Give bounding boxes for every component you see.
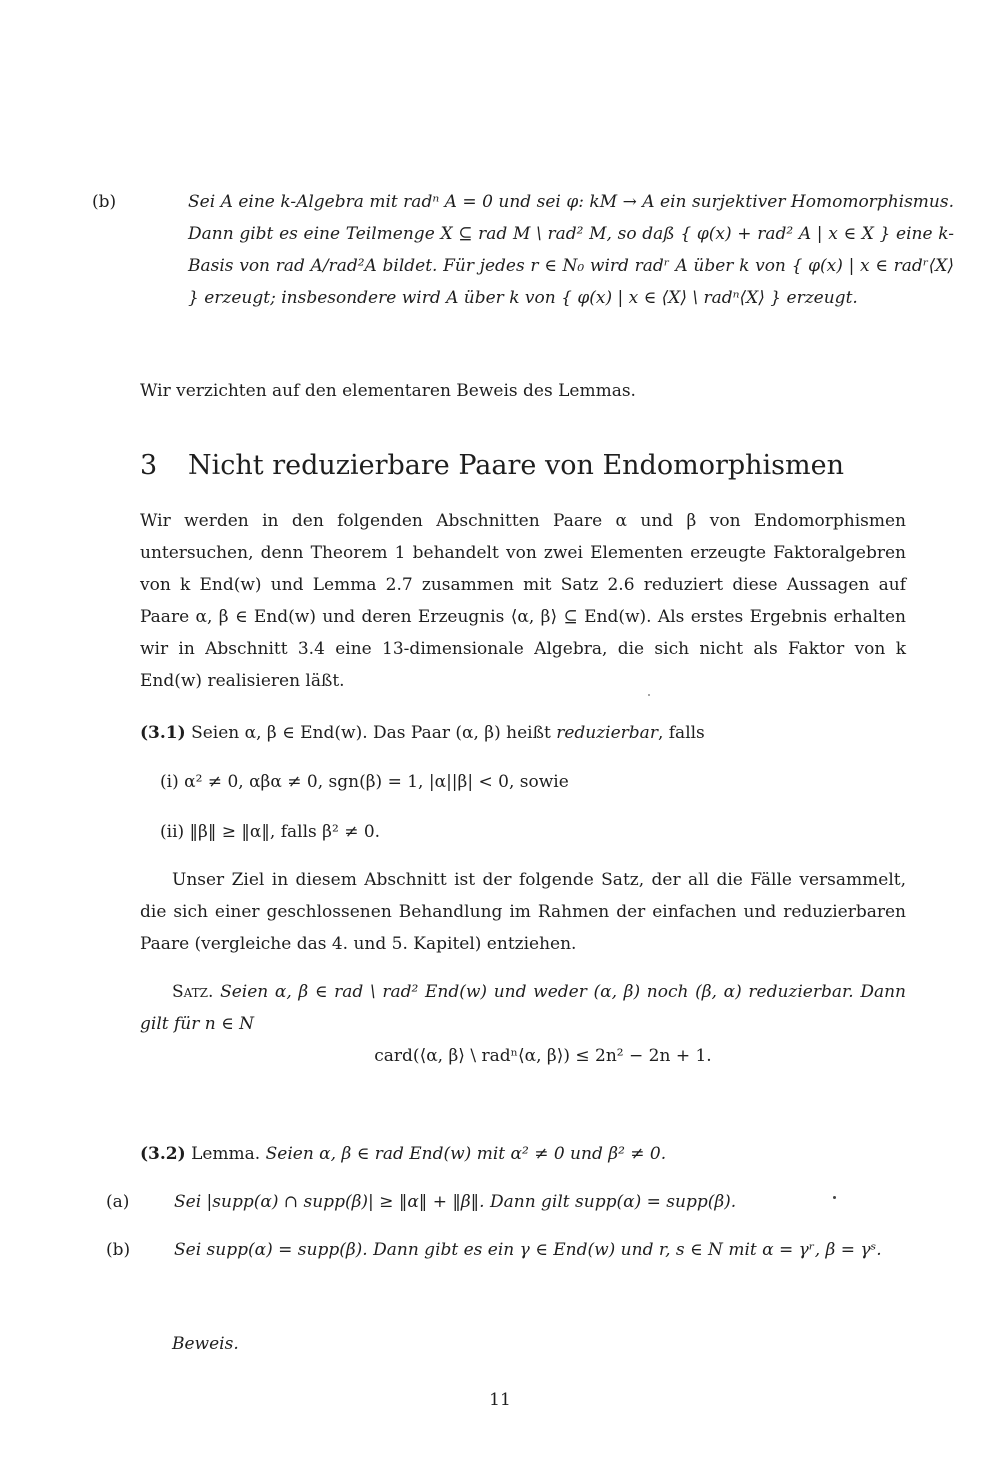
lemma-3-2 <box>140 1138 906 1170</box>
definition-text: Seien α, β ∈ End(w). Das Paar (α, β) heißt <box>191 723 551 743</box>
proof-label: Beweis. <box>172 1334 239 1354</box>
part-a-label: (a) <box>106 1192 130 1212</box>
part-b-label: (b) <box>106 1240 131 1260</box>
part-b-text: Sei supp(α) = supp(β). Dann gibt es ein γ ∈ End(w) und r, s ∈ N mit α = γʳ, β = γˢ. <box>174 1240 882 1260</box>
lemma-3-2-part-a <box>106 1186 940 1218</box>
definition-label: (3.1) <box>140 723 186 743</box>
scan-speck <box>648 694 650 696</box>
lemma-b-statement <box>92 186 954 314</box>
lemma-3-2-text: Seien α, β ∈ rad End(w) mit α² ≠ 0 und β² ≠ 0. <box>265 1144 667 1164</box>
page-number: 11 <box>489 1390 511 1410</box>
lemma-3-2-label: (3.2) <box>140 1144 186 1164</box>
condition-i-text: α² ≠ 0, αβα ≠ 0, sgn(β) = 1, |α||β| < 0, sowie <box>184 772 569 792</box>
section-title: Nicht reduzierbare Paare von Endomorphismen <box>188 450 844 481</box>
satz-text: Seien α, β ∈ rad \ rad² End(w) und weder (α, β) noch (β, α) reduzierbar. Dann gilt für n ∈ N <box>140 982 907 1034</box>
definition-after: , falls <box>657 723 705 743</box>
scan-speck <box>833 1196 836 1199</box>
part-a-text: Sei |supp(α) ∩ supp(β)| ≥ ‖α‖ + ‖β‖. Dann gilt supp(α) = supp(β). <box>174 1192 737 1212</box>
section-number: 3 <box>140 450 158 481</box>
satz-formula: card(⟨α, β⟩ \ radⁿ⟨α, β⟩) ≤ 2n² − 2n + 1. <box>374 1046 712 1066</box>
lemma-3-2-part-b <box>106 1234 940 1266</box>
condition-i <box>160 766 900 798</box>
condition-ii <box>160 816 900 848</box>
lemma-b-text: Sei A eine k-Algebra mit radⁿ A = 0 und sei φ: kM → A ein surjektiver Homomorphismus. Dann gibt es eine Teilmenge X ⊆ rad M \ rad² M, so daß { φ(x) + rad² A | x ∈ X } eine k-Basis von rad A/rad²A bildet. Für jedes r ∈ N₀ wird radʳ A über k von { φ(x) | x ∈ radʳ⟨X⟩ } erzeugt; insbesondere wird A über k von { φ(x) | x ∈ ⟨X⟩ \ radⁿ⟨X⟩ } erzeugt. <box>188 192 954 308</box>
paragraph-goal: Unser Ziel in diesem Abschnitt ist der folgende Satz, der all die Fälle versammelt, die sich einer geschlossenen Behandlung im Rahmen der einfachen und reduzierbaren Paare (vergleiche das 4. und 5. Kapitel) entziehen. <box>140 870 906 954</box>
paragraph-intro: Wir werden in den folgenden Abschnitten Paare α und β von Endomorphismen untersuchen, denn Theorem 1 behandelt von zwei Elementen erzeugte Faktoralgebren von k End(w) und Lemma 2.7 zusammen mit Satz 2.6 reduziert diese Aussagen auf Paare α, β ∈ End(w) und deren Erzeugnis ⟨α, β⟩ ⊆ End(w). Als erstes Ergebnis erhalten wir in Abschnitt 3.4 eine 13-dimensionale Algebra, die sich nicht als Faktor von k End(w) realisieren läßt. <box>140 511 906 691</box>
satz-statement <box>140 976 906 1040</box>
condition-ii-text: ‖β‖ ≥ ‖α‖, falls β² ≠ 0. <box>189 822 381 842</box>
condition-i-label: (i) <box>160 772 179 792</box>
definition-3-1 <box>140 717 906 749</box>
condition-ii-label: (ii) <box>160 822 185 842</box>
satz-label: Satz. <box>172 982 214 1002</box>
section-heading <box>140 448 920 484</box>
lemma-3-2-title: Lemma. <box>191 1144 261 1164</box>
paragraph-proof-omitted: Wir verzichten auf den elementaren Beweis des Lemmas. <box>140 381 636 401</box>
definition-term: reduzierbar <box>556 723 658 743</box>
lemma-b-label: (b) <box>92 192 117 212</box>
